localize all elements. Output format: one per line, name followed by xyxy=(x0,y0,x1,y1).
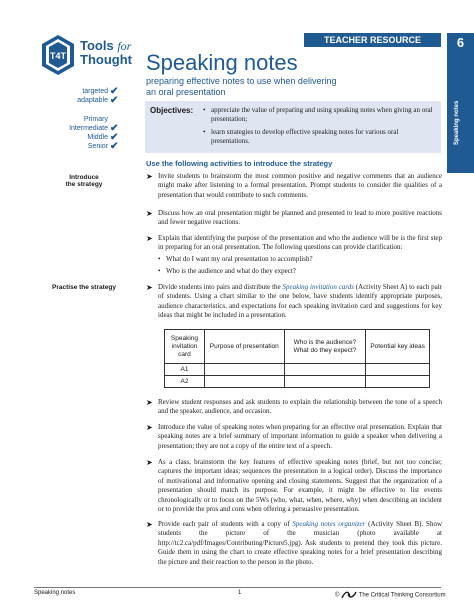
activity-paragraph: ➤ As a class, brainstorm the key features of effective speaking notes (brief, but not too concise; captures the important ideas; sequences the presentation in a logical order). Discuss the importance of motivational and informative opening and closing statements. Suggest that the organization of a presentation should match its purpose. For example, it might be effective to list events chronologically or to focus on the 5Ws (who, what, when, where, why) when describing an incident or to provide the pros and cons when offering a persuasive presentation. xyxy=(146,458,442,514)
checkmark-icon: ✔ xyxy=(110,123,119,134)
t4t-badge-icon xyxy=(40,34,76,76)
checkmark-icon: ✔ xyxy=(110,132,119,143)
table-cell: A2 xyxy=(165,376,205,388)
arrow-bullet-icon: ➤ xyxy=(146,423,153,432)
activity-paragraph: ➤ Review student responses and ask students to explain the relationship between the tone of a speech and the speaker, audience, and occasion. xyxy=(146,398,442,416)
section-heading: Use the following activities to introduce the strategy xyxy=(146,159,333,168)
level-middle-label: Middle xyxy=(87,134,108,141)
table-row xyxy=(165,364,430,376)
copyright-icon: © xyxy=(335,592,340,599)
checkmark-icon: ✔ xyxy=(110,141,119,152)
activity-paragraph: ➤ Introduce the value of speaking notes when preparing for an effective oral presentation. Explain that speaking notes are a brief summary of important information to guide a speaker when delivering a presentation; they are not a copy of the entire text of a speech. xyxy=(146,423,442,450)
arrow-bullet-icon: ➤ xyxy=(146,172,153,181)
level-primary-label: Primary xyxy=(83,116,108,123)
checkmark-icon: ✔ xyxy=(110,95,119,106)
logo-thought-text: Thought xyxy=(80,52,132,67)
activity-paragraph: ➤ Invite students to brainstorm the most common positive and negative comments that an audience might make after listening to a formal presentation. Prompt students to consider the qualities of a presentation that would contribute to such comments. xyxy=(146,172,442,199)
table-cell: A1 xyxy=(165,364,205,376)
objective-item: • learn strategies to develop effective speaking notes for various oral presentations. xyxy=(203,128,435,146)
column-header: Purpose of presentation xyxy=(204,330,284,364)
tc2-logo-icon xyxy=(341,590,357,600)
checkmark-icon: ✔ xyxy=(110,86,119,97)
question-bullet: • Who is the audience and what do they expect? xyxy=(158,267,442,276)
consortium-name: The Critical Thinking Consortium xyxy=(358,592,446,599)
tools-for-thought-logo xyxy=(34,30,134,80)
arrow-bullet-icon: ➤ xyxy=(146,520,153,529)
table-cell xyxy=(366,364,430,376)
objectives-label: Objectives: xyxy=(150,106,194,115)
side-label-practise: Practise the strategy xyxy=(52,284,116,291)
level-adaptable-label: adaptable xyxy=(77,97,108,104)
page-title: Speaking notes xyxy=(146,50,298,75)
question-bullet: • What do I want my oral presentation to accomplish? xyxy=(158,255,442,264)
objectives-box xyxy=(145,101,441,153)
table-cell xyxy=(204,376,284,388)
section-number: 6 xyxy=(456,35,465,50)
footer-divider xyxy=(34,587,441,588)
speaking-notes-organizer-link[interactable]: Speaking notes organizer xyxy=(292,520,366,528)
activity-paragraph: ➤ Provide each pair of students with a copy of Speaking notes organizer (Activity Sheet B). Show students the picture of the musician (photo available at http://tc2.ca/pdf/Images/Contributing/Picture5.jpg). Ask students to pretend they took this picture. Guide them in using the chart to create effective speaking notes for a brief presentation describing the picture and their reaction to the person in the photo. xyxy=(146,520,443,566)
arrow-bullet-icon: ➤ xyxy=(146,398,153,407)
level-senior-label: Senior xyxy=(87,143,108,150)
speaking-invitation-cards-link[interactable]: Speaking invitation cards xyxy=(282,283,354,291)
teacher-resource-banner: TEACHER RESOURCE xyxy=(304,33,441,47)
activity-paragraph: ➤ Discuss how an oral presentation might be planned and presented to lead to more positive reactions and fewer negative reactions. xyxy=(146,209,442,227)
level-targeted-label: targeted xyxy=(82,88,108,95)
activity-paragraph: ➤ Explain that identifying the purpose of the presentation and who the audience will be is the first step in preparing for an oral presentation. The following questions can provide clarification: xyxy=(146,234,442,252)
section-tab xyxy=(447,33,474,173)
footer-title: Speaking notes xyxy=(34,590,76,596)
side-label-introduce: Introduce the strategy xyxy=(65,174,103,188)
section-tab-label: Speaking notes xyxy=(454,100,460,145)
arrow-bullet-icon: ➤ xyxy=(146,458,153,467)
planning-chart-table xyxy=(164,329,430,388)
arrow-bullet-icon: ➤ xyxy=(146,234,153,243)
table-cell xyxy=(204,364,284,376)
activity-paragraph: ➤ Divide students into pairs and distribute the Speaking invitation cards (Activity Sheet A) to each pair of students. Using a chart similar to the one below, have students identify appropriate purposes, audience characteristics, and expectations for each speaking invitation card and suggestions for key ideas that might be included in a presentation. xyxy=(146,283,442,320)
column-header: Potential key ideas xyxy=(366,330,430,364)
table-row xyxy=(165,376,430,388)
page-subtitle: preparing effective notes to use when delivering an oral presentation xyxy=(146,76,337,97)
page-number: 1 xyxy=(238,590,242,596)
column-header: Who is the audience? What do they expect? xyxy=(284,330,366,364)
arrow-bullet-icon: ➤ xyxy=(146,209,153,218)
table-header-row xyxy=(165,330,430,364)
level-intermediate-label: Intermediate xyxy=(69,125,108,132)
objective-item: • appreciate the value of preparing and using speaking notes when giving an oral presentation; xyxy=(203,106,435,124)
arrow-bullet-icon: ➤ xyxy=(146,283,153,292)
table-cell xyxy=(366,376,430,388)
footer-copyright xyxy=(335,590,446,600)
table-cell xyxy=(284,364,366,376)
table-cell xyxy=(284,376,366,388)
column-header: Speaking invitation card xyxy=(165,330,205,364)
logo-tools-text: Tools for xyxy=(80,38,132,53)
t4t-badge-text: T4T xyxy=(49,51,67,61)
